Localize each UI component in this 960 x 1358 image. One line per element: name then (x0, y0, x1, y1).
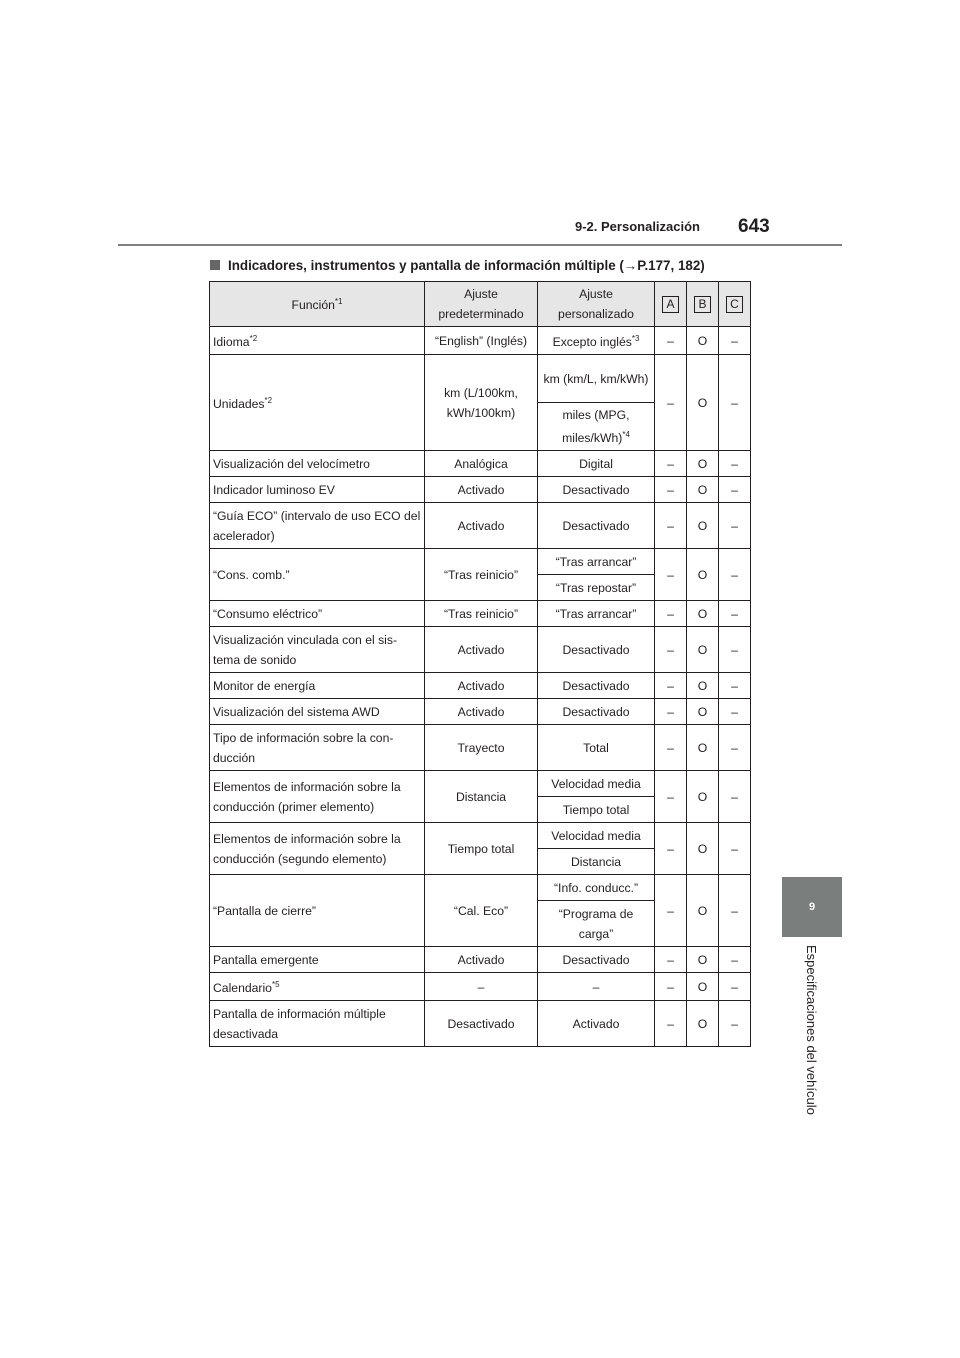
table-row: Tipo de información sobre la con- ducción Trayecto Total – O – (210, 725, 751, 771)
header-function: Función$^{*1}$ (210, 282, 425, 327)
table-row: Monitor de energía Activado Desactivado – O – (210, 673, 751, 699)
header-c: C (719, 282, 751, 327)
settings-table (209, 281, 751, 1047)
section-title (210, 258, 705, 273)
table-row: “Guía ECO” (intervalo de uso ECO del acelerador) Activado Desactivado – O – (210, 503, 751, 549)
table-row: Visualización vinculada con el sis- tema de sonido Activado Desactivado – O – (210, 627, 751, 673)
table-row: Elementos de información sobre la conducción (primer elemento) Distancia Velocidad media – O – (210, 771, 751, 797)
header-rule (118, 244, 842, 246)
table-row: “Pantalla de cierre” “Cal. Eco” “Info. conducc.” – O – (210, 875, 751, 901)
table-row: Pantalla de información múltiple desactivada Desactivado Activado – O – (210, 1001, 751, 1047)
table-row: Elementos de información sobre la conducción (segundo elemento) Tiempo total Velocidad media – O – (210, 823, 751, 849)
page-number: 643 (738, 216, 770, 237)
arrow-icon: → (623, 258, 638, 273)
table-row: miles (MPG, miles/kWh)$^{*4}$ (210, 403, 751, 451)
table-row: “Cons. comb.” “Tras reinicio” “Tras arrancar” – O – (210, 549, 751, 575)
header-custom: Ajuste personalizado (538, 282, 655, 327)
chapter-label (804, 945, 826, 1125)
table-row: “Consumo eléctrico” “Tras reinicio” “Tras arrancar” – O – (210, 601, 751, 627)
table-row: Unidades$^{*2}$ km (L/100km, kWh/100km) km (km/L, km/kWh) – O – (210, 355, 751, 403)
section-title-text: Indicadores, instrumentos y pantalla de información múltiple ( (228, 258, 624, 273)
header-b: B (687, 282, 719, 327)
table-row: “Programa de carga” (210, 901, 751, 947)
chapter-label-text: Especificaciones del vehículo (804, 945, 819, 1115)
table-row: “Tras repostar” (210, 575, 751, 601)
square-bullet-icon (210, 260, 220, 270)
section-title-ref: P.177, 182) (637, 258, 705, 273)
table-row: Distancia (210, 849, 751, 875)
section-header: 9-2. Personalización (575, 219, 700, 234)
header-default: Ajuste predeterminado (425, 282, 538, 327)
chapter-number: 9 (808, 901, 816, 913)
table-row: Visualización del sistema AWD Activado Desactivado – O – (210, 699, 751, 725)
table-row: Tiempo total (210, 797, 751, 823)
table-row: Visualización del velocímetro Analógica Digital – O – (210, 451, 751, 477)
table-row: Indicador luminoso EV Activado Desactivado – O – (210, 477, 751, 503)
header-a: A (655, 282, 687, 327)
table-row: Idioma$^{*2}$ “English” (Inglés) Excepto inglés$^{*3}$ – O – (210, 327, 751, 355)
table-row: Calendario$^{*5}$ – – – O – (210, 973, 751, 1001)
table-row: Pantalla emergente Activado Desactivado – O – (210, 947, 751, 973)
table-header-row (210, 282, 751, 327)
